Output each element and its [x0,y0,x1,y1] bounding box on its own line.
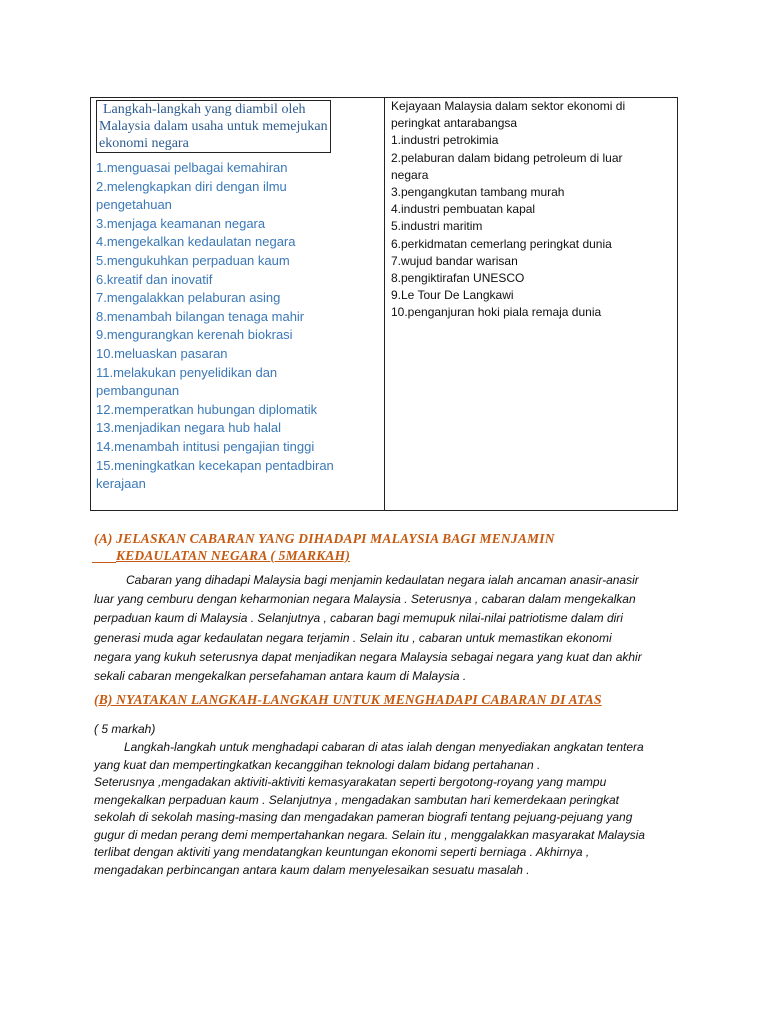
list-item: 5.mengukuhkan perpaduan kaum [96,252,290,268]
left-title-line-1: Langkah-langkah yang diambil oleh [103,102,306,117]
list-item: pembangunan [96,383,180,399]
left-steps-list [96,159,381,494]
answer-line: yang kuat dan mempertingkatkan kecanggihan teknologi dalam bidang pertahanan . [94,757,541,772]
list-item: 15.meningkatkan kecekapan pentadbiran [96,457,334,473]
answer-line: mengadakan perbincangan antara kaum dalam menyelesaikan sesuatu masalah . [94,862,530,877]
right-title-line-2: peringkat antarabangsa [391,116,518,131]
list-item: 3.pengangkutan tambang murah [391,185,565,200]
section-a-heading-line-1: (A) JELASKAN CABARAN YANG DIHADAPI MALAYSIA BAGI MENJAMIN [94,531,555,546]
answer-line: perpaduan kaum di Malaysia . Selanjutnya , cabaran bagi memupuk nilai-nilai patriotisme dalam diri [94,611,623,626]
answer-line: gugur di medan perang demi mempertahankan negara. Selain itu , menggalakkan masyarakat Malaysia [94,827,645,842]
list-item: 4.mengekalkan kedaulatan negara [96,234,296,250]
list-item: 10.meluaskan pasaran [96,345,228,361]
list-item: 2.pelaburan dalam bidang petroleum di luar [391,150,623,165]
list-item: 12.memperatkan hubungan diplomatik [96,401,318,417]
answer-line: sekolah di sekolah masing-masing dan mengadakan pameran biografi tentang pejuang-pejuang yang [94,810,633,824]
answer-line: sekali cabaran mengekalkan persefahaman antara kaum di Malaysia . [94,669,467,684]
column-divider [384,98,385,510]
answer-line: Cabaran yang dihadapi Malaysia bagi menjamin kedaulatan negara ialah ancaman anasir-anasir [126,573,639,587]
section-b-marks: ( 5 markah) [94,722,156,736]
list-item: 10.penganjuran hoki piala remaja dunia [391,305,602,320]
left-title-line-3: ekonomi negara [99,136,189,151]
list-item: 3.menjaga keamanan negara [96,215,266,231]
list-item: pengetahuan [96,197,172,213]
list-item: 6.kreatif dan inovatif [96,271,213,287]
list-item: 6.perkidmatan cemerlang peringkat dunia [391,236,612,251]
section-a-answer [94,571,680,686]
list-item: 1.menguasai pelbagai kemahiran [96,160,288,175]
list-item: negara [391,167,429,182]
answer-line: mengekalkan perpaduan kaum . Selanjutnya , mengadakan sambutan hari kemerdekaan peringkat [94,792,619,807]
answer-line: generasi muda agar kedaulatan negara terjamin . Selain itu , cabaran untuk memastikan ekonomi [94,630,612,645]
list-item: 8.menambah bilangan tenaga mahir [96,308,305,324]
list-item: 2.melengkapkan diri dengan ilmu [96,178,287,194]
list-item: 7.mengalakkan pelaburan asing [96,290,281,306]
answer-line: luar yang cemburu dengan keharmonian negara Malaysia . Seterusnya , cabaran dalam mengekalkan [94,592,636,607]
section-b-answer [94,739,680,879]
list-item: 13.menjadikan negara hub halal [96,420,282,436]
list-item: 9.mengurangkan kerenah biokrasi [96,327,293,343]
right-column [391,98,673,322]
list-item: 1.industri petrokimia [391,133,499,148]
section-a-heading-line-2: KEDAULATAN NEGARA ( 5MARKAH) [116,548,351,563]
left-title-line-2: Malaysia dalam usaha untuk memejukan [99,119,328,134]
right-column-title [391,98,673,132]
summary-table [90,97,678,511]
answer-line: negara yang kukuh seterusnya dapat menjadikan negara Malaysia sebagai negara yang kuat dan akhir [94,649,642,664]
list-item: 8.pengiktirafan UNESCO [391,271,525,286]
list-item: kerajaan [96,476,146,492]
list-item: 9.Le Tour De Langkawi [391,288,514,303]
right-title-line-1: Kejayaan Malaysia dalam sektor ekonomi di [391,99,626,113]
list-item: 11.melakukan penyelidikan dan [96,364,278,380]
section-b-heading: (B) NYATAKAN LANGKAH-LANGKAH UNTUK MENGHADAPI CABARAN DI ATAS [94,692,602,707]
answer-line: Langkah-langkah untuk menghadapi cabaran di atas ialah dengan menyediakan angkatan tentera [124,740,644,754]
left-column [96,98,381,494]
list-item: 4.industri pembuatan kapal [391,202,536,217]
left-column-title [96,100,331,153]
right-achievements-list [391,132,673,321]
list-item: 14.menambah intitusi pengajian tinggi [96,438,315,454]
list-item: 7.wujud bandar warisan [391,253,518,268]
answer-line: Seterusnya ,mengadakan aktiviti-aktiviti kemasyarakatan seperti bergotong-royang yang mampu [94,775,607,789]
answer-line: terlibat dengan aktiviti yang mendatangkan keuntungan ekonomi seperti berniaga . Akhirnya , [94,845,590,859]
list-item: 5.industri maritim [391,219,483,234]
